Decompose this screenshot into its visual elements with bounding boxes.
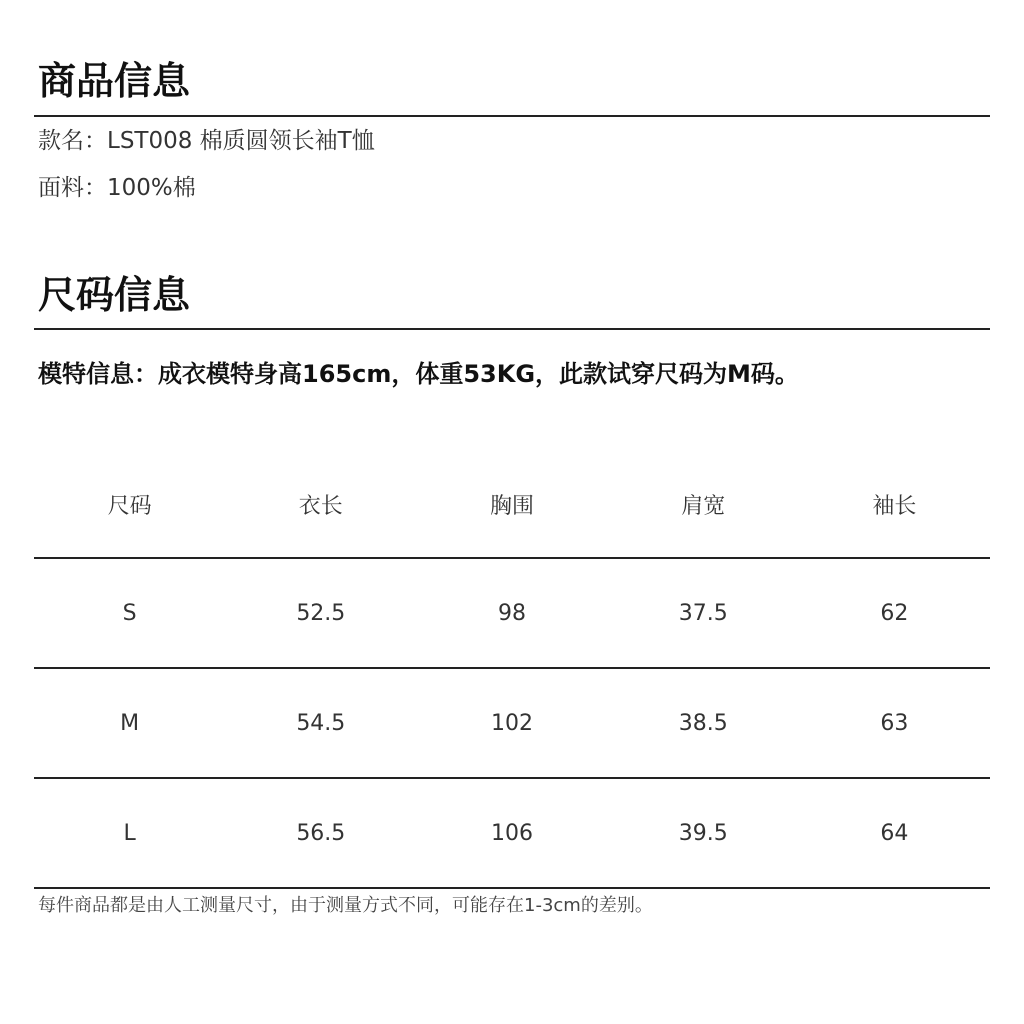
table-row	[34, 669, 990, 779]
style-name-line: 款名：LST008 棉质圆领长袖T恤	[38, 128, 375, 154]
table-cell: 37.5	[678, 600, 728, 626]
model-info-line: 模特信息：成衣模特身高165cm，体重53KG，此款试穿尺码为M码。	[38, 360, 799, 388]
table-cell: 38.5	[678, 710, 728, 736]
table-cell: S	[122, 600, 137, 626]
header-cell-shoulder: 肩宽	[681, 494, 726, 519]
size-info-title: 尺码信息	[38, 273, 191, 317]
table-header-row	[34, 450, 990, 559]
fabric-line: 面料：100%棉	[38, 175, 196, 201]
size-info-divider	[34, 328, 990, 330]
table-row	[34, 559, 990, 669]
measurement-note: 每件商品都是由人工测量尺寸，由于测量方式不同，可能存在1-3cm的差别。	[38, 895, 653, 916]
table-cell: 56.5	[296, 820, 346, 846]
table-cell: 106	[491, 820, 533, 846]
table-cell: 39.5	[678, 820, 728, 846]
table-cell: 54.5	[296, 710, 346, 736]
table-cell: 63	[880, 710, 909, 736]
product-info-divider	[34, 115, 990, 117]
header-cell-chest: 胸围	[490, 494, 535, 519]
table-cell: 64	[880, 820, 909, 846]
header-cell-length: 衣长	[298, 494, 343, 519]
table-cell: 102	[491, 710, 533, 736]
product-info-title: 商品信息	[38, 59, 191, 103]
table-cell: L	[123, 820, 136, 846]
table-row	[34, 779, 990, 889]
table-cell: M	[120, 710, 140, 736]
size-table	[34, 450, 990, 889]
table-cell: 62	[880, 600, 909, 626]
table-cell: 52.5	[296, 600, 346, 626]
header-cell-size: 尺码	[107, 494, 152, 519]
table-cell: 98	[498, 600, 526, 626]
header-cell-sleeve: 袖长	[872, 494, 917, 519]
